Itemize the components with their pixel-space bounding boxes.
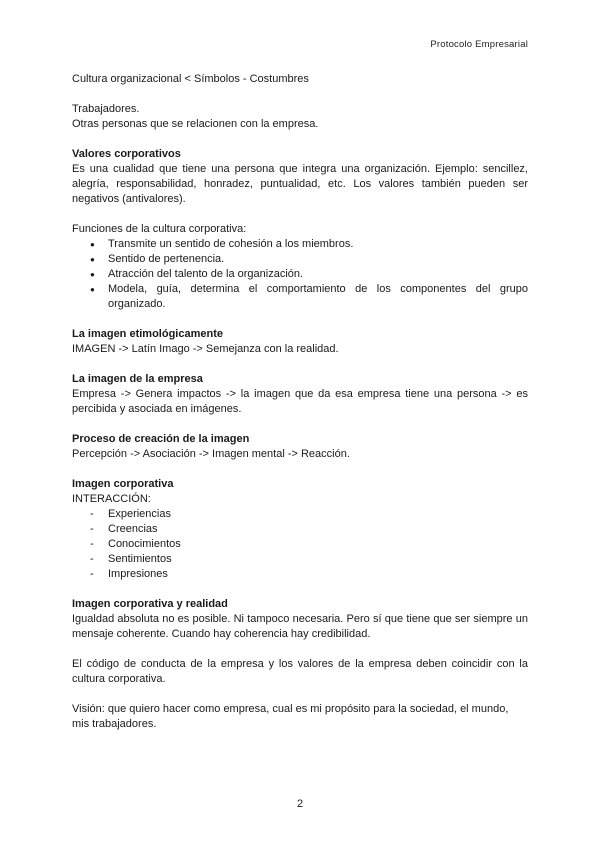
list-item: - Impresiones bbox=[72, 567, 528, 582]
list-item: - Sentimientos bbox=[72, 552, 528, 567]
section-heading-proceso: Proceso de creación de la imagen bbox=[72, 433, 250, 445]
intro-line-others: Otras personas que se relacionen con la empresa. bbox=[72, 118, 319, 130]
page-content bbox=[72, 72, 528, 732]
intro-line-workers: Trabajadores. bbox=[72, 103, 140, 115]
section-subheading-interaccion: INTERACCIÓN: bbox=[72, 493, 151, 505]
section-heading-valores: Valores corporativos bbox=[72, 148, 181, 160]
section-heading-etimologia: La imagen etimológicamente bbox=[72, 328, 223, 340]
funciones-list bbox=[72, 237, 528, 312]
list-item: - Creencias bbox=[72, 522, 528, 537]
list-item: ● Transmite un sentido de cohesión a los miembros. bbox=[72, 237, 528, 252]
section-text-proceso: Percepción -> Asociación -> Imagen mental -> Reacción. bbox=[72, 448, 350, 460]
interaccion-list bbox=[72, 507, 528, 582]
list-item: - Conocimientos bbox=[72, 537, 528, 552]
list-item: ● Modela, guía, determina el comportamiento de los componentes del grupo organizado. bbox=[72, 282, 528, 312]
section-heading-realidad: Imagen corporativa y realidad bbox=[72, 598, 228, 610]
section-heading-corporativa: Imagen corporativa bbox=[72, 478, 174, 490]
section-text-valores: Es una cualidad que tiene una persona que integra una organización. Ejemplo: sencillez, alegría, responsabilidad, honradez, puntualidad, etc. Los valores también pueden ser negativos (antivalores). bbox=[72, 163, 528, 205]
section-text-imagen-empresa: Empresa -> Genera impactos -> la imagen que da esa empresa tiene una persona -> es percibida y asociada en imágenes. bbox=[72, 388, 528, 415]
section-text-realidad-2: El código de conducta de la empresa y los valores de la empresa deben coincidir con la cultura corporativa. bbox=[72, 658, 528, 685]
list-item: - Experiencias bbox=[72, 507, 528, 522]
section-text-realidad-1: Igualdad absoluta no es posible. Ni tampoco necesaria. Pero sí que tiene que ser siempre un mensaje coherente. Cuando hay coherencia hay credibilidad. bbox=[72, 613, 528, 640]
list-item: ● Atracción del talento de la organización. bbox=[72, 267, 528, 282]
section-text-vision: Visión: que quiero hacer como empresa, cual es mi propósito para la sociedad, el mundo, mis trabajadores. bbox=[72, 703, 509, 730]
running-header: Protocolo Empresarial bbox=[430, 39, 528, 50]
intro-line-culture: Cultura organizacional < Símbolos - Costumbres bbox=[72, 73, 309, 85]
list-item: ● Sentido de pertenencia. bbox=[72, 252, 528, 267]
section-text-etimologia: IMAGEN -> Latín Imago -> Semejanza con la realidad. bbox=[72, 343, 339, 355]
page-number: 2 bbox=[296, 798, 304, 810]
section-heading-imagen-empresa: La imagen de la empresa bbox=[72, 373, 203, 385]
funciones-intro: Funciones de la cultura corporativa: bbox=[72, 223, 247, 235]
